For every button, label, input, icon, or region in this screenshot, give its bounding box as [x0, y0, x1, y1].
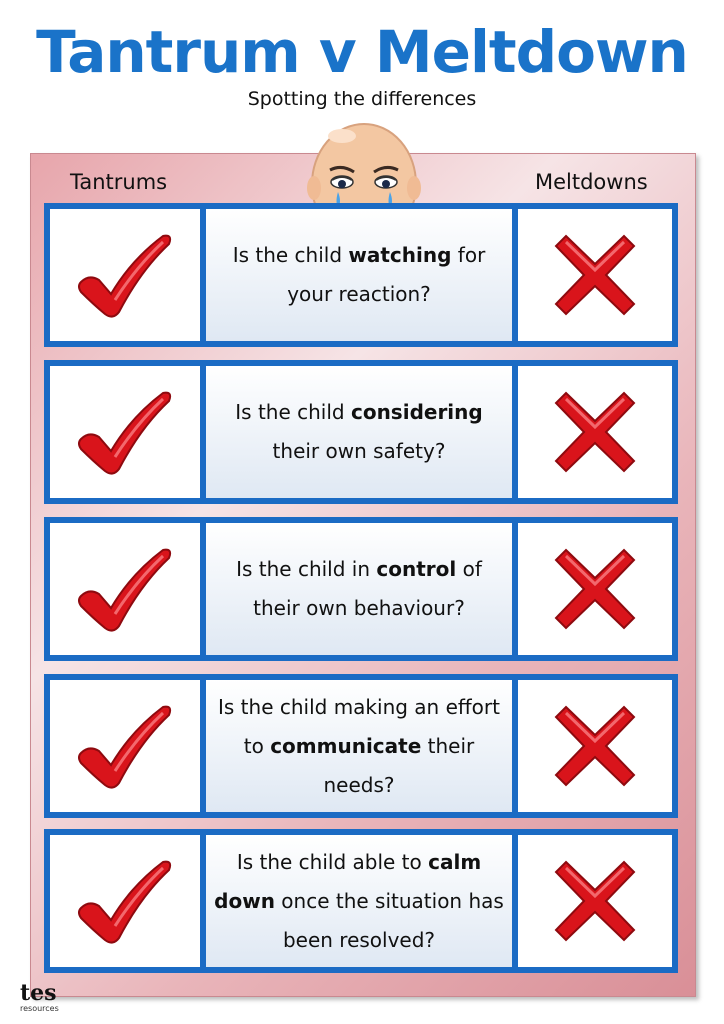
column-label-tantrums: Tantrums: [70, 170, 168, 194]
question-cell: Is the child in control of their own behaviour?: [206, 523, 512, 655]
tantrum-cell: [50, 366, 200, 498]
question-cell: Is the child able to calm down once the situation has been resolved?: [206, 835, 512, 967]
page-title: Tantrum v Meltdown: [36, 18, 688, 86]
column-label-meltdowns: Meltdowns: [535, 170, 648, 194]
tick-icon: [75, 856, 175, 946]
logo-main-text: tes: [20, 980, 57, 1006]
table-row: [44, 360, 678, 504]
question-cell: Is the child watching for your reaction?: [206, 209, 512, 341]
tick-icon: [75, 701, 175, 791]
cross-icon: [552, 858, 638, 944]
tantrum-cell: [50, 523, 200, 655]
meltdown-cell: [518, 523, 672, 655]
table-row: [44, 829, 678, 973]
meltdown-cell: [518, 209, 672, 341]
table-row: [44, 203, 678, 347]
meltdown-cell: [518, 366, 672, 498]
cross-icon: [552, 546, 638, 632]
page-subtitle: Spotting the differences: [247, 88, 477, 110]
logo-sub-text: resources: [20, 1004, 59, 1013]
tantrum-cell: [50, 835, 200, 967]
table-row: [44, 674, 678, 818]
meltdown-cell: [518, 835, 672, 967]
cross-icon: [552, 389, 638, 475]
cross-icon: [552, 703, 638, 789]
tick-icon: [75, 230, 175, 320]
tes-logo: [20, 982, 70, 1018]
question-cell: Is the child considering their own safety?: [206, 366, 512, 498]
cross-icon: [552, 232, 638, 318]
tick-icon: [75, 544, 175, 634]
question-cell: Is the child making an effort to communicate their needs?: [206, 680, 512, 812]
meltdown-cell: [518, 680, 672, 812]
tantrum-cell: [50, 680, 200, 812]
table-row: [44, 517, 678, 661]
tick-icon: [75, 387, 175, 477]
tantrum-cell: [50, 209, 200, 341]
